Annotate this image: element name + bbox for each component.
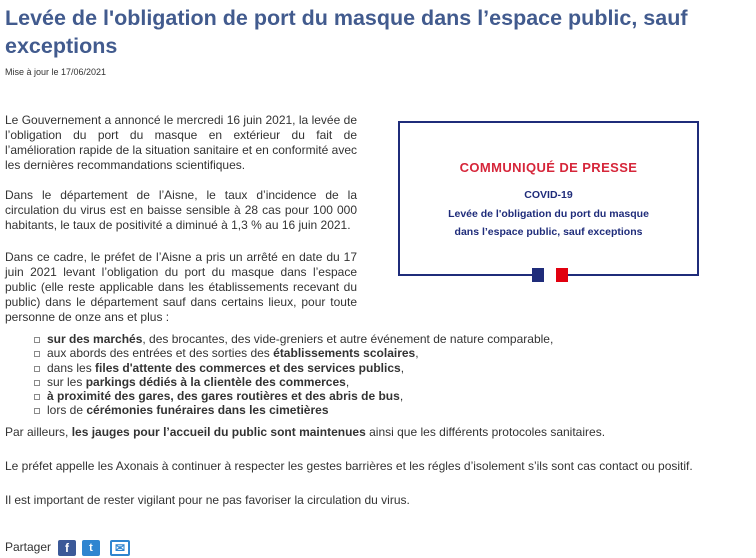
intro-paragraph-2: Dans le département de l’Aisne, le taux d’incidence de la circulation du virus est en baisse sensible à 28 cas pour 100 000 habitants, le taux de positivité a diminué à 1,3 % au 16 juin 2021. <box>5 188 357 232</box>
appel-paragraph: Le préfet appelle les Axonais à continuer à respecter les gestes barrières et les régles d’isolement s’ils sont cas contact ou positif. <box>5 459 693 473</box>
facebook-icon[interactable]: f <box>58 540 76 556</box>
page-title: Levée de l'obligation de port du masque dans l’espace public, sauf exceptions <box>5 6 688 58</box>
press-release-line-1: Levée de l'obligation du port du masque <box>448 208 649 220</box>
press-release-title: COMMUNIQUÉ DE PRESSE <box>459 160 638 175</box>
list-item: à proximité des gares, des gares routières et des abris de bus, <box>34 389 553 403</box>
list-item: sur les parkings dédiés à la clientèle des commerces, <box>34 375 553 389</box>
list-item: dans les files d'attente des commerces et des services publics, <box>34 361 553 375</box>
list-item: sur des marchés, des brocantes, des vide-greniers et autre événement de nature comparable, <box>34 332 553 346</box>
list-item: aux abords des entrées et des sorties des établissements scolaires, <box>34 346 553 360</box>
press-release-image <box>398 121 699 276</box>
press-release-line-2: dans l’espace public, sauf exceptions <box>454 226 643 238</box>
share-label: Partager <box>5 540 52 554</box>
jauges-paragraph: Par ailleurs, les jauges pour l’accueil du public sont maintenues ainsi que les différents protocoles sanitaires. <box>5 425 606 439</box>
french-flag-logo <box>532 268 568 282</box>
twitter-icon[interactable]: t <box>82 540 100 556</box>
exception-list <box>34 332 553 418</box>
mail-icon[interactable]: ✉ <box>110 540 130 556</box>
list-item: lors de cérémonies funéraires dans les cimetières <box>34 403 553 417</box>
press-release-covid: COVID-19 <box>524 189 573 201</box>
intro-paragraph-1: Le Gouvernement a annoncé le mercredi 16 juin 2021, la levée de l’obligation du port du masque en extérieur du fait de l’amélioration rapide de la situation sanitaire et en conformité avec les dernières recommandations scientifiques. <box>5 113 357 172</box>
vigilance-paragraph: Il est important de rester vigilant pour ne pas favoriser la circulation du virus. <box>5 493 410 507</box>
update-date: Mise à jour le 17/06/2021 <box>5 67 107 77</box>
intro-paragraph-3: Dans ce cadre, le préfet de l’Aisne a pris un arrêté en date du 17 juin 2021 levant l’obligation du port du masque dans l’espace public (elle reste applicable dans les établissements recevant du public) dans le département sauf dans certains lieux, pour toute personne de onze ans et plus : <box>5 250 357 324</box>
